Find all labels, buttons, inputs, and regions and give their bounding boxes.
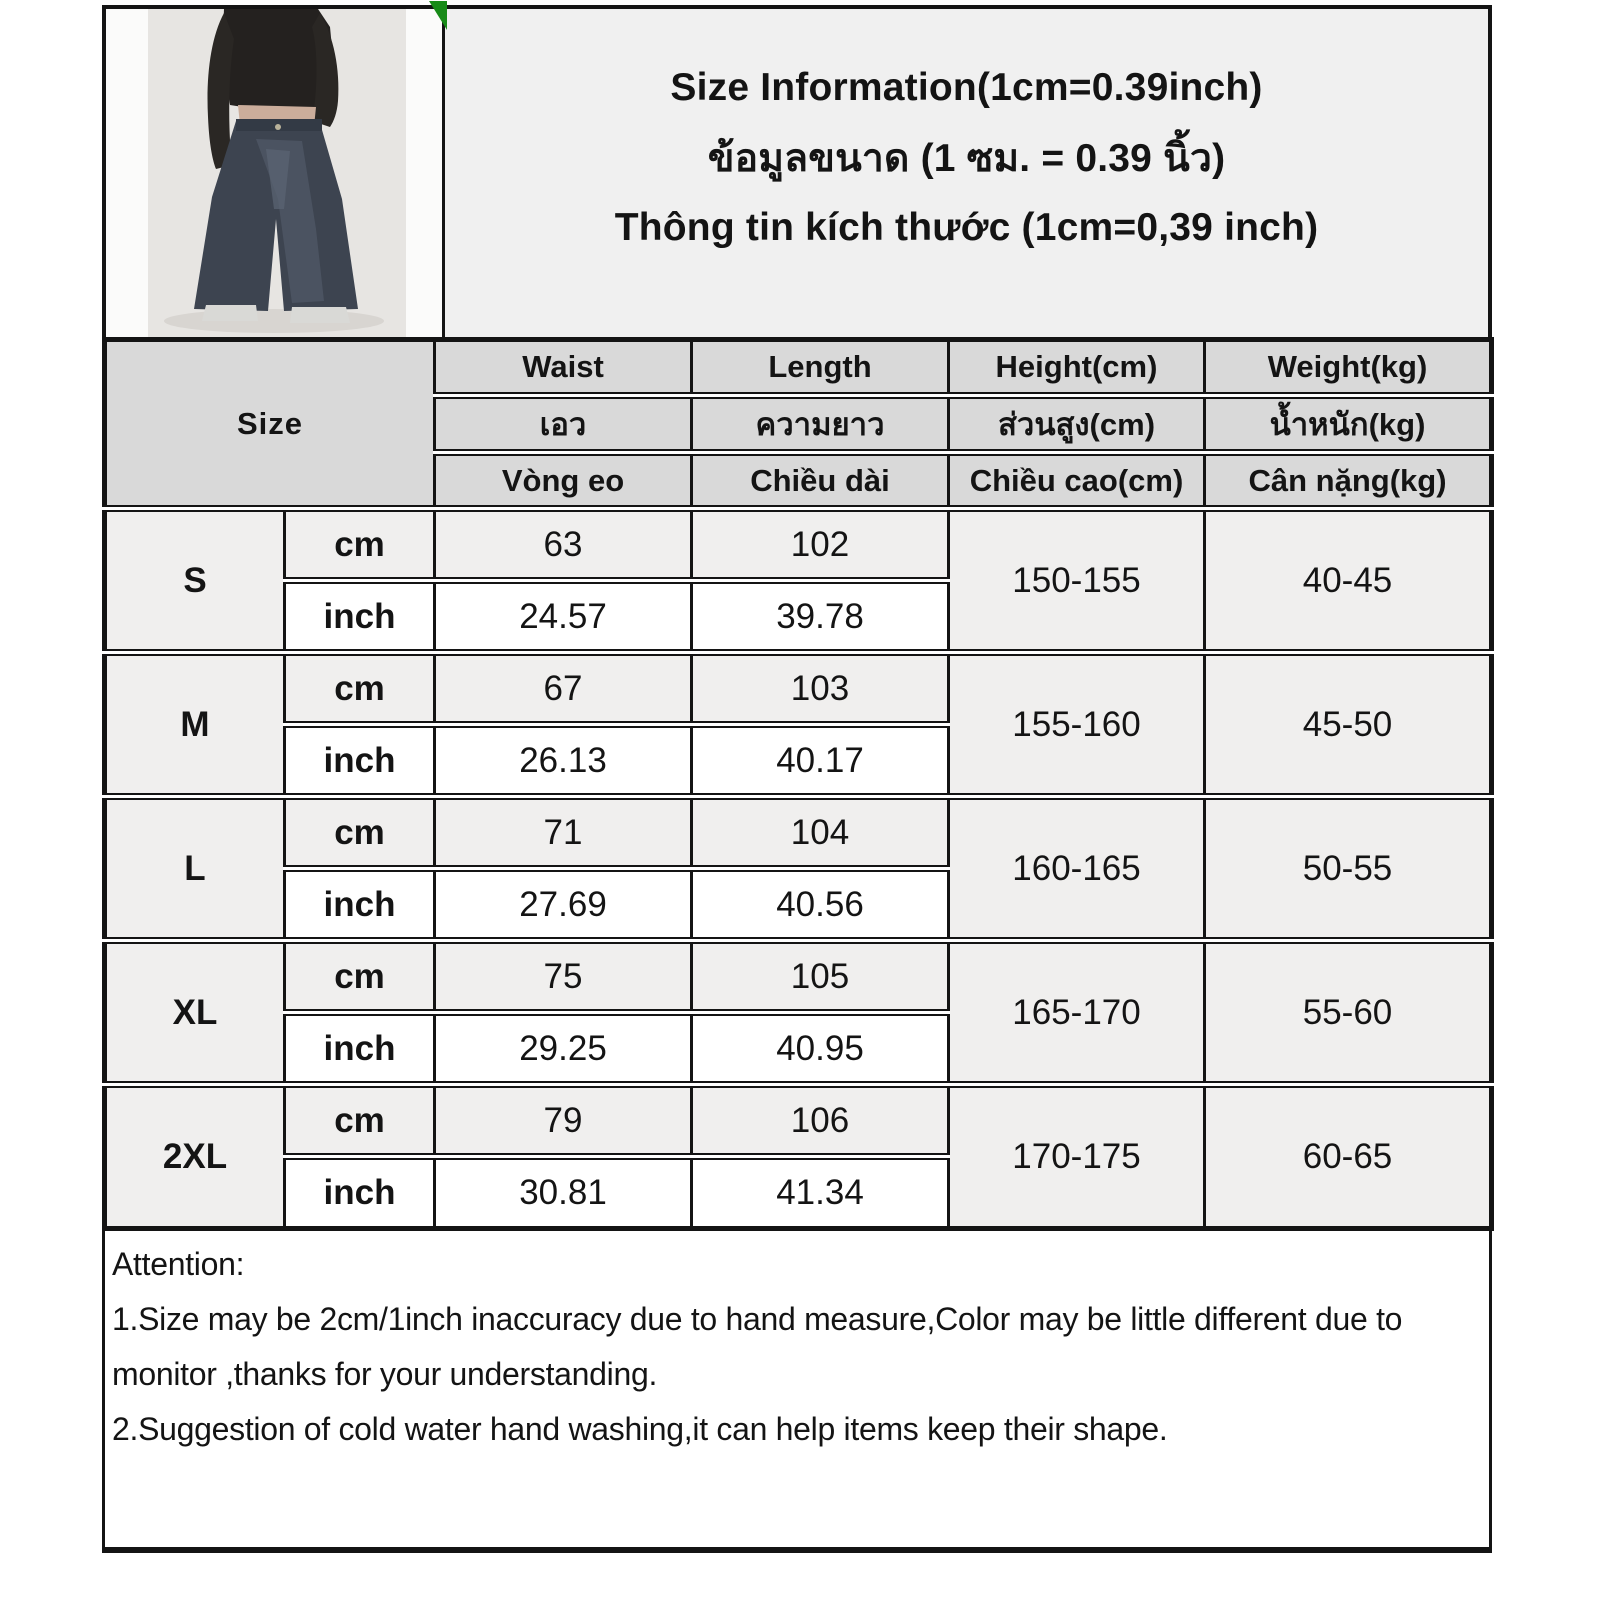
title-vietnamese: Thông tin kích thước (1cm=0,39 inch) [614, 206, 1319, 249]
attention-note-2: 2.Suggestion of cold water hand washing,it can help items keep their shape. [112, 1411, 1168, 1448]
weight-range-value: 45-50 [1205, 653, 1492, 797]
col-header-waist-en: Waist [435, 340, 692, 396]
waist-cm-value: 71 [435, 797, 692, 869]
waist-inch-value: 26.13 [435, 725, 692, 797]
col-header-weight-th: น้ำหนัก(kg) [1205, 396, 1492, 453]
size-label-l: L [105, 797, 285, 941]
size-table [102, 337, 1494, 1231]
header-row-en [105, 340, 1492, 396]
table-row [105, 1085, 1492, 1157]
unit-inch-label: inch [285, 869, 435, 941]
top-section [102, 5, 1492, 337]
height-range-value: 160-165 [949, 797, 1205, 941]
length-inch-value: 40.17 [692, 725, 949, 797]
length-cm-value: 104 [692, 797, 949, 869]
product-photo [106, 9, 445, 337]
col-header-weight-en: Weight(kg) [1205, 340, 1492, 396]
height-range-value: 170-175 [949, 1085, 1205, 1229]
unit-inch-label: inch [285, 1013, 435, 1085]
waist-cm-value: 67 [435, 653, 692, 725]
waist-inch-value: 30.81 [435, 1157, 692, 1229]
col-header-waist-vi: Vòng eo [435, 453, 692, 509]
waist-inch-value: 27.69 [435, 869, 692, 941]
table-row [105, 941, 1492, 1013]
unit-cm-label: cm [285, 653, 435, 725]
table-row [105, 797, 1492, 869]
unit-inch-label: inch [285, 581, 435, 653]
table-row [105, 653, 1492, 725]
length-inch-value: 41.34 [692, 1157, 949, 1229]
waist-inch-value: 29.25 [435, 1013, 692, 1085]
size-label-m: M [105, 653, 285, 797]
unit-cm-label: cm [285, 941, 435, 1013]
length-cm-value: 102 [692, 509, 949, 581]
jeans-model-illustration [106, 9, 438, 337]
table-row [105, 509, 1492, 581]
size-label-2xl: 2XL [105, 1085, 285, 1229]
length-cm-value: 106 [692, 1085, 949, 1157]
weight-range-value: 50-55 [1205, 797, 1492, 941]
waist-cm-value: 75 [435, 941, 692, 1013]
attention-note-1: 1.Size may be 2cm/1inch inaccuracy due to hand measure,Color may be little different due to monitor ,thanks for your understanding. [112, 1301, 1403, 1393]
size-header-cell: Size [105, 340, 435, 509]
title-thai: ข้อมูลขนาด (1 ซม. = 0.39 นิ้ว) [707, 137, 1226, 180]
waist-cm-value: 63 [435, 509, 692, 581]
size-chart-sheet [102, 5, 1492, 1553]
size-info-title-block [445, 9, 1488, 337]
col-header-height-en: Height(cm) [949, 340, 1205, 396]
weight-range-value: 55-60 [1205, 941, 1492, 1085]
weight-range-value: 40-45 [1205, 509, 1492, 653]
attention-notes [102, 1231, 1492, 1553]
length-inch-value: 40.56 [692, 869, 949, 941]
unit-inch-label: inch [285, 1157, 435, 1229]
attention-heading: Attention: [112, 1246, 245, 1282]
unit-cm-label: cm [285, 797, 435, 869]
size-label-s: S [105, 509, 285, 653]
unit-cm-label: cm [285, 1085, 435, 1157]
height-range-value: 155-160 [949, 653, 1205, 797]
col-header-length-vi: Chiều dài [692, 453, 949, 509]
col-header-height-th: ส่วนสูง(cm) [949, 396, 1205, 453]
length-cm-value: 103 [692, 653, 949, 725]
unit-cm-label: cm [285, 509, 435, 581]
title-english: Size Information(1cm=0.39inch) [670, 66, 1263, 109]
col-header-height-vi: Chiều cao(cm) [949, 453, 1205, 509]
unit-inch-label: inch [285, 725, 435, 797]
weight-range-value: 60-65 [1205, 1085, 1492, 1229]
col-header-length-th: ความยาว [692, 396, 949, 453]
length-inch-value: 40.95 [692, 1013, 949, 1085]
col-header-weight-vi: Cân nặng(kg) [1205, 453, 1492, 509]
height-range-value: 165-170 [949, 941, 1205, 1085]
waist-cm-value: 79 [435, 1085, 692, 1157]
length-cm-value: 105 [692, 941, 949, 1013]
length-inch-value: 39.78 [692, 581, 949, 653]
size-label-xl: XL [105, 941, 285, 1085]
col-header-length-en: Length [692, 340, 949, 396]
height-range-value: 150-155 [949, 509, 1205, 653]
col-header-waist-th: เอว [435, 396, 692, 453]
waist-inch-value: 24.57 [435, 581, 692, 653]
